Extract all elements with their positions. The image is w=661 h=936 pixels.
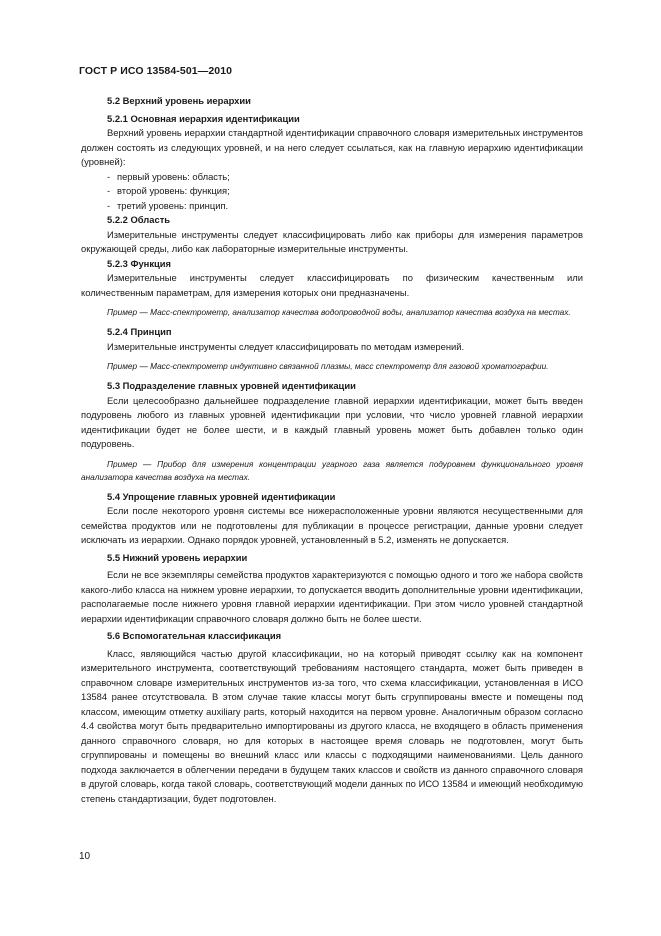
paragraph: Если целесообразно дальнейшее подразделение главной иерархии идентификации, может быть введен подуровень любого из главных уровней идентификации при условии, что число уровней главной иерархии идентификации будет не более шести, и в каждый главный уровень может быть добавлен только один подуровень. (81, 394, 583, 449)
paragraph: Измерительные инструменты следует классифицировать по методам измерений. (107, 340, 465, 352)
paragraph: Если после некоторого уровня системы все нижерасположенные уровни являются несущественными для семейства продуктов или не подготовлены для публикации в процессе регистрации, данные уровни следует исключать из иерархии. Однако порядок уровней, установленный в 5.2, изменять не допускается. (81, 505, 583, 545)
list-item: - третий уровень: принцип. (81, 199, 583, 214)
dash-icon: - (107, 170, 111, 182)
list-item: - первый уровень: область; (81, 170, 583, 185)
section-heading: 5.2 Верхний уровень иерархии (107, 95, 251, 106)
example-note: Пример — Масс-спектрометр, анализатор качества водопроводной воды, анализатор качества воздуха на местах. (107, 307, 571, 317)
dash-icon: - (107, 199, 111, 211)
dash-icon: - (107, 185, 111, 196)
section-heading: 5.5 Нижний уровень иерархии (107, 551, 248, 563)
page-number: 10 (79, 851, 91, 862)
section-heading: 5.6 Вспомогательная классификация (107, 630, 282, 641)
paragraph: Измерительные инструменты следует классифицировать либо как приборы для измерения параметров окружающей среды, либо как лабораторные измерительные инструменты. (81, 228, 583, 254)
list-item: - второй уровень: функция; (81, 184, 583, 199)
document-header: ГОСТ Р ИСО 13584-501—2010 (79, 65, 233, 77)
section-heading: 5.4 Упрощение главных уровней идентификации (107, 490, 336, 502)
document-body (81, 94, 583, 806)
section-heading: 5.2.1 Основная иерархия идентификации (107, 112, 300, 124)
paragraph: Верхний уровень иерархии стандартной идентификации справочного словаря измерительных инструментов должен состоять из следующих уровней, и на него следует ссылаться, как на главную иерархию идентификации (уровней): (81, 127, 583, 167)
paragraph: Класс, являющийся частью другой классификации, но на который приводят ссылку как на компонент измерительного инструмента, соответствующий требованиям настоящего стандарта, может быть приведен в справочном словаре измерительных инструментов из-за того, что схема классификации, установленная в ИСО 13584 ранее отсутствовала. В этом случае такие классы могут быть сгруппированы вместе и помещены под классом, имеющим отметку auxiliary parts, который находится на первом уровне. Аналогичным образом согласно 4.4 свойства могут быть предварительно импортированы из другого класса, не входящего в область применения данного справочного словаря, но для которых в настоящее время словарь не подготовлен, могут быть сгруппированы и помещены во внешний класс или классы с подходящими наименованиями. Цель данного подхода заключается в облегчении передачи в будущем таких классов и свойств из данного справочного словаря в другой словарь, когда такой словарь, соответствующий модели данных по ИСО 13584 и имеющий необходимую степень стандартизации, будет подготовлен. (81, 647, 583, 804)
example-note: Пример — Прибор для измерения концентрации угарного газа является подуровнем функционального уровня анализатора качества воздуха на местах. (81, 458, 583, 482)
section-heading: 5.2.2 Область (107, 214, 171, 225)
section-heading: 5.2.3 Функция (107, 257, 172, 269)
paragraph: Измерительные инструменты следует классифицировать по физическим качественным или количественным параметрам, для измерения которых они предназначены. (81, 272, 583, 298)
section-heading: 5.3 Подразделение главных уровней идентификации (107, 380, 356, 391)
section-heading: 5.2.4 Принцип (107, 326, 172, 337)
example-note: Пример — Масс-спектрометр индуктивно связанной плазмы, масс спектрометр для газовой хроматографии. (107, 361, 549, 371)
paragraph: Если не все экземпляры семейства продуктов характеризуются с помощью одного и того же набора свойств какого-либо класса на нижнем уровне иерархии, то допускается вводить дополнительные уровни идентификации, располагаемые после нижнего уровня главной иерархии идентификации. При этом число уровней стандартной иерархии идентификации справочного словаря должно быть не более шести. (81, 569, 583, 624)
